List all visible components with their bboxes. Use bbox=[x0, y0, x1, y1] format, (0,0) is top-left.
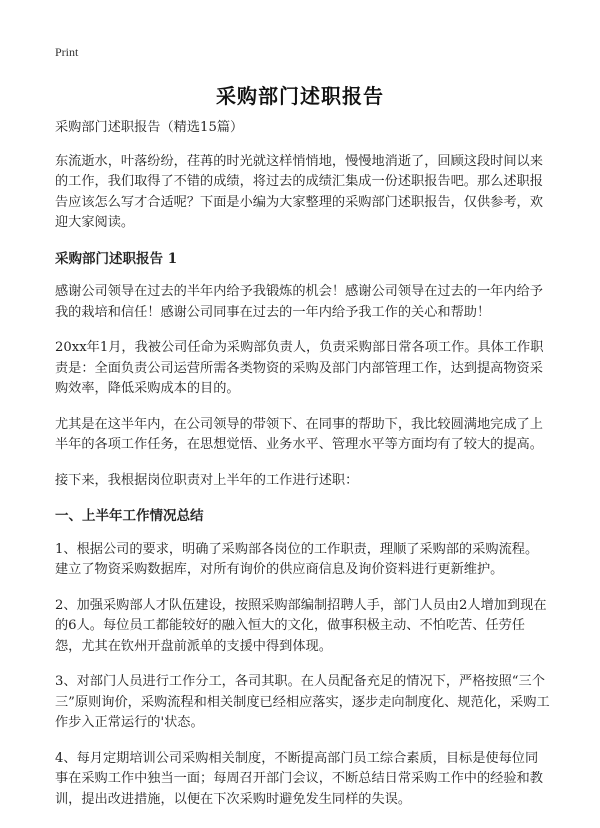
body-paragraph: 接下来，我根据岗位职责对上半年的工作进行述职： bbox=[55, 472, 359, 488]
sub-heading: 一、上半年工作情况总结 bbox=[55, 508, 204, 524]
body-paragraph: 尤其是在这半年内，在公司领导的带领下、在同事的帮助下，我比较圆满地完成了上半年的各项工作任务，在思想觉悟、业务水平、管理水平等方面均有了较大的提高。 bbox=[55, 416, 543, 452]
list-item: 2、加强采购部人才队伍建设，按照采购部编制招聘人手，部门人员由2人增加到现在的6人。每位员工都能较好的融入恒大的文化，做事积极主动、不怕吃苦、任劳任怨，尤其在钦州开盘前派单的支援中得到体现。 bbox=[55, 597, 547, 654]
document-subtitle: 采购部门述职报告（精选15篇） bbox=[55, 120, 244, 135]
document-title: 采购部门述职报告 bbox=[216, 84, 384, 108]
intro-paragraph: 东流逝水，叶落纷纷，荏苒的时光就这样悄悄地，慢慢地消逝了，回顾这段时间以来的工作，我们取得了不错的成绩，将过去的成绩汇集成一份述职报告吧。那么述职报告应该怎么写才合适呢？下面是小编为大家整理的采购部门述职报告，仅供参考，欢迎大家阅读。 bbox=[55, 153, 543, 230]
list-item: 3、对部门人员进行工作分工，各司其职。在人员配备充足的情况下，严格按照“三个三”原则询价，采购流程和相关制度已经相应落实，逐步走向制度化、规范化，采购工作步入正常运行的'状态。 bbox=[55, 674, 550, 730]
body-paragraph: 感谢公司领导在过去的半年内给予我锻炼的机会！感谢公司领导在过去的一年内给予我的栽培和信任！感谢公司同事在过去的一年内给予我工作的关心和帮助！ bbox=[55, 284, 543, 320]
section-heading: 采购部门述职报告 1 bbox=[55, 250, 178, 267]
list-item: 4、每月定期培训公司采购相关制度，不断提高部门员工综合素质，目标是使每位同事在采购工作中独当一面；每周召开部门会议，不断总结日常采购工作中的经验和教训，提出改进措施，以便在下次采购时避免发生同样的失误。 bbox=[55, 750, 543, 807]
list-item: 1、根据公司的要求，明确了采购部各岗位的工作职责，理顺了采购部的采购流程。建立了物资采购数据库，对所有询价的供应商信息及询价资料进行更新维护。 bbox=[55, 541, 539, 577]
body-paragraph: 20xx年1月，我被公司任命为采购部负责人，负责采购部日常各项工作。具体工作职责是：全面负责公司运营所需各类物资的采购及部门内部管理工作，达到提高物资采购效率，降低采购成本的目的。 bbox=[55, 340, 544, 396]
document-body bbox=[55, 118, 550, 825]
print-link[interactable]: Print bbox=[55, 45, 79, 59]
